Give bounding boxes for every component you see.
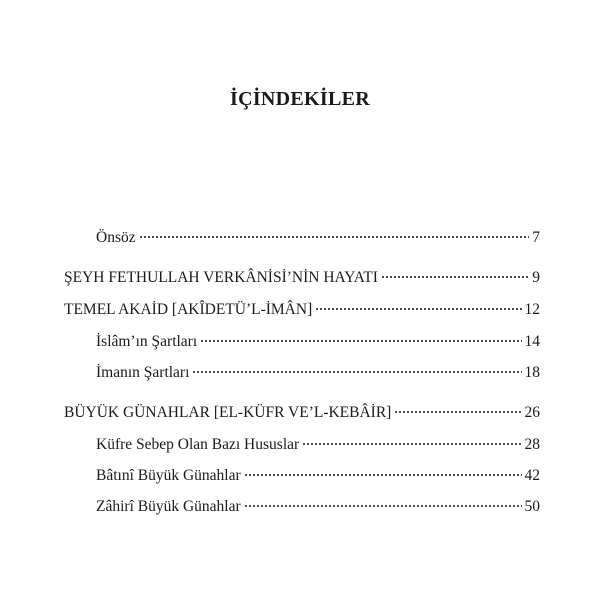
page-title: İÇİNDEKİLER: [230, 88, 370, 110]
toc-entry-page: 9: [532, 269, 540, 286]
dot-leader: [315, 307, 521, 311]
toc-entry-page: 7: [532, 229, 540, 246]
toc-entry-label: Zâhirî Büyük Günahlar: [96, 498, 241, 515]
dot-leader: [244, 473, 522, 477]
toc-entry-label: Bâtınî Büyük Günahlar: [96, 467, 241, 484]
toc-entry-imanin-sartlari[interactable]: [96, 363, 540, 383]
toc-entry-page: 18: [524, 364, 540, 381]
dot-leader: [302, 442, 521, 446]
toc-entry-kufre-sebep[interactable]: [96, 435, 540, 455]
toc-entry-label: TEMEL AKAİD [AKÎDETÜ’L-İMÂN]: [64, 301, 313, 318]
toc-entry-batini[interactable]: [96, 466, 540, 486]
dot-leader: [200, 339, 521, 343]
toc-entry-label: İslâm’ın Şartları: [96, 333, 198, 350]
toc-entry-label: Önsöz: [96, 229, 136, 246]
toc-entry-page: 14: [524, 333, 540, 350]
dot-leader: [394, 410, 521, 414]
dot-leader: [139, 235, 530, 239]
toc-entry-hayati[interactable]: [64, 268, 540, 288]
toc-entry-page: 12: [524, 301, 540, 318]
toc-entry-label: Küfre Sebep Olan Bazı Hususlar: [96, 436, 300, 453]
dot-leader: [244, 504, 522, 508]
dot-leader: [192, 370, 521, 374]
dot-leader: [381, 275, 529, 279]
toc-entry-page: 42: [524, 467, 540, 484]
toc-entry-temel-akaid[interactable]: [64, 300, 540, 320]
toc-entry-zahiri[interactable]: [96, 497, 540, 517]
toc-entry-islamin-sartlari[interactable]: [96, 332, 540, 352]
toc-entry-page: 28: [524, 436, 540, 453]
toc-entry-onsoz[interactable]: [96, 228, 540, 248]
toc-entry-buyuk-gunahlar[interactable]: [64, 403, 540, 423]
toc-entry-label: ŞEYH FETHULLAH VERKÂNİSİ’NİN HAYATI: [64, 269, 378, 286]
toc-entry-page: 26: [524, 404, 540, 421]
toc-entry-label: İmanın Şartları: [96, 364, 190, 381]
toc-entry-page: 50: [524, 498, 540, 515]
toc-entry-label: BÜYÜK GÜNAHLAR [EL-KÜFR VE’L-KEBÂİR]: [64, 404, 392, 421]
